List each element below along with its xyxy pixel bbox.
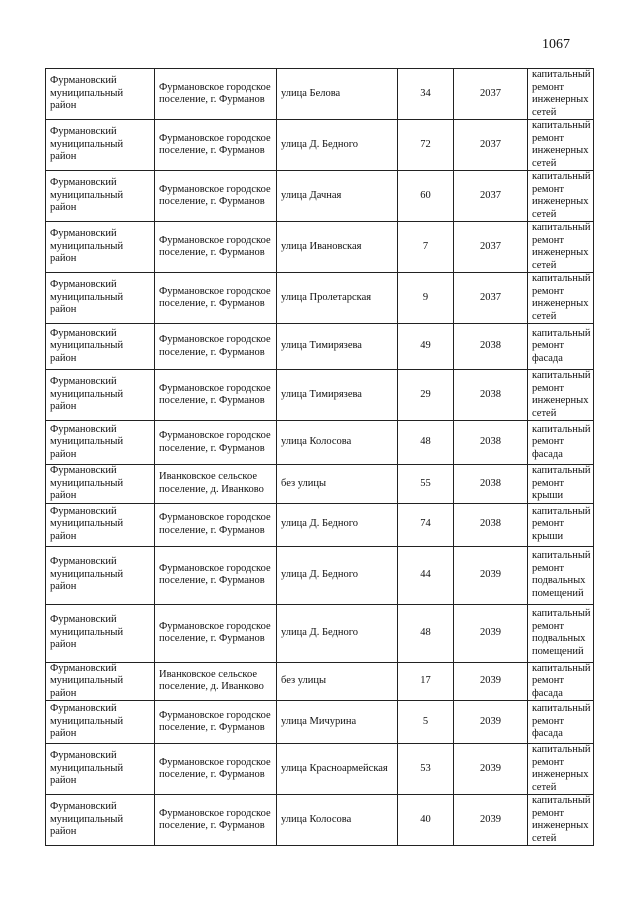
table-row xyxy=(46,69,594,120)
year-cell: 2039 xyxy=(454,744,528,795)
street-cell: улица Колосова xyxy=(277,795,398,846)
house-number-cell: 53 xyxy=(398,744,454,795)
settlement-cell: Фурмановское городское поселение, г. Фурманов xyxy=(155,546,277,604)
district-cell: Фурмановский муниципальный район xyxy=(46,662,155,701)
work-type-cell: капитальный ремонт инженерных сетей xyxy=(528,171,594,222)
district-cell: Фурмановский муниципальный район xyxy=(46,503,155,546)
settlement-cell: Фурмановское городское поселение, г. Фурманов xyxy=(155,604,277,662)
district-cell: Фурмановский муниципальный район xyxy=(46,69,155,120)
house-number-cell: 72 xyxy=(398,120,454,171)
street-cell: улица Д. Бедного xyxy=(277,503,398,546)
table-row xyxy=(46,421,594,465)
settlement-cell: Иванковское сельское поселение, д. Иванково xyxy=(155,465,277,504)
house-number-cell: 48 xyxy=(398,604,454,662)
work-type-cell: капитальный ремонт подвальных помещений xyxy=(528,604,594,662)
work-type-cell: капитальный ремонт фасада xyxy=(528,421,594,465)
settlement-cell: Фурмановское городское поселение, г. Фурманов xyxy=(155,171,277,222)
table-row xyxy=(46,273,594,324)
register-table xyxy=(45,68,594,846)
street-cell: без улицы xyxy=(277,465,398,504)
district-cell: Фурмановский муниципальный район xyxy=(46,744,155,795)
street-cell: улица Тимирязева xyxy=(277,370,398,421)
street-cell: улица Тимирязева xyxy=(277,324,398,370)
district-cell: Фурмановский муниципальный район xyxy=(46,701,155,744)
street-cell: улица Ивановская xyxy=(277,222,398,273)
work-type-cell: капитальный ремонт инженерных сетей xyxy=(528,120,594,171)
settlement-cell: Фурмановское городское поселение, г. Фурманов xyxy=(155,744,277,795)
settlement-cell: Фурмановское городское поселение, г. Фурманов xyxy=(155,69,277,120)
table-row xyxy=(46,744,594,795)
district-cell: Фурмановский муниципальный район xyxy=(46,324,155,370)
work-type-cell: капитальный ремонт подвальных помещений xyxy=(528,546,594,604)
settlement-cell: Фурмановское городское поселение, г. Фурманов xyxy=(155,324,277,370)
settlement-cell: Фурмановское городское поселение, г. Фурманов xyxy=(155,273,277,324)
work-type-cell: капитальный ремонт инженерных сетей xyxy=(528,370,594,421)
table-row xyxy=(46,120,594,171)
district-cell: Фурмановский муниципальный район xyxy=(46,421,155,465)
year-cell: 2039 xyxy=(454,546,528,604)
house-number-cell: 29 xyxy=(398,370,454,421)
table-row xyxy=(46,795,594,846)
year-cell: 2038 xyxy=(454,503,528,546)
street-cell: улица Д. Бедного xyxy=(277,120,398,171)
street-cell: улица Пролетарская xyxy=(277,273,398,324)
work-type-cell: капитальный ремонт крыши xyxy=(528,465,594,504)
district-cell: Фурмановский муниципальный район xyxy=(46,465,155,504)
settlement-cell: Фурмановское городское поселение, г. Фурманов xyxy=(155,222,277,273)
district-cell: Фурмановский муниципальный район xyxy=(46,604,155,662)
district-cell: Фурмановский муниципальный район xyxy=(46,370,155,421)
street-cell: улица Дачная xyxy=(277,171,398,222)
settlement-cell: Фурмановское городское поселение, г. Фурманов xyxy=(155,421,277,465)
house-number-cell: 40 xyxy=(398,795,454,846)
work-type-cell: капитальный ремонт инженерных сетей xyxy=(528,744,594,795)
table-row xyxy=(46,370,594,421)
year-cell: 2038 xyxy=(454,465,528,504)
settlement-cell: Фурмановское городское поселение, г. Фурманов xyxy=(155,370,277,421)
district-cell: Фурмановский муниципальный район xyxy=(46,171,155,222)
table-row xyxy=(46,546,594,604)
house-number-cell: 34 xyxy=(398,69,454,120)
table-row xyxy=(46,662,594,701)
work-type-cell: капитальный ремонт фасада xyxy=(528,701,594,744)
year-cell: 2038 xyxy=(454,324,528,370)
work-type-cell: капитальный ремонт инженерных сетей xyxy=(528,222,594,273)
work-type-cell: капитальный ремонт инженерных сетей xyxy=(528,795,594,846)
house-number-cell: 9 xyxy=(398,273,454,324)
table-row xyxy=(46,324,594,370)
year-cell: 2038 xyxy=(454,421,528,465)
house-number-cell: 7 xyxy=(398,222,454,273)
year-cell: 2038 xyxy=(454,370,528,421)
house-number-cell: 74 xyxy=(398,503,454,546)
settlement-cell: Фурмановское городское поселение, г. Фурманов xyxy=(155,503,277,546)
year-cell: 2037 xyxy=(454,69,528,120)
house-number-cell: 49 xyxy=(398,324,454,370)
year-cell: 2037 xyxy=(454,222,528,273)
street-cell: улица Белова xyxy=(277,69,398,120)
year-cell: 2039 xyxy=(454,604,528,662)
district-cell: Фурмановский муниципальный район xyxy=(46,795,155,846)
table-row xyxy=(46,171,594,222)
district-cell: Фурмановский муниципальный район xyxy=(46,222,155,273)
street-cell: без улицы xyxy=(277,662,398,701)
house-number-cell: 55 xyxy=(398,465,454,504)
work-type-cell: капитальный ремонт фасада xyxy=(528,324,594,370)
house-number-cell: 17 xyxy=(398,662,454,701)
table-row xyxy=(46,701,594,744)
settlement-cell: Фурмановское городское поселение, г. Фурманов xyxy=(155,701,277,744)
table-row xyxy=(46,503,594,546)
year-cell: 2039 xyxy=(454,701,528,744)
district-cell: Фурмановский муниципальный район xyxy=(46,546,155,604)
street-cell: улица Мичурина xyxy=(277,701,398,744)
year-cell: 2039 xyxy=(454,795,528,846)
settlement-cell: Иванковское сельское поселение, д. Иванково xyxy=(155,662,277,701)
table-row xyxy=(46,465,594,504)
year-cell: 2039 xyxy=(454,662,528,701)
district-cell: Фурмановский муниципальный район xyxy=(46,273,155,324)
work-type-cell: капитальный ремонт инженерных сетей xyxy=(528,69,594,120)
table-row xyxy=(46,222,594,273)
settlement-cell: Фурмановское городское поселение, г. Фурманов xyxy=(155,120,277,171)
work-type-cell: капитальный ремонт крыши xyxy=(528,503,594,546)
street-cell: улица Красноармейская xyxy=(277,744,398,795)
page-number: 1067 xyxy=(542,37,570,52)
house-number-cell: 48 xyxy=(398,421,454,465)
district-cell: Фурмановский муниципальный район xyxy=(46,120,155,171)
year-cell: 2037 xyxy=(454,120,528,171)
house-number-cell: 60 xyxy=(398,171,454,222)
table-row xyxy=(46,604,594,662)
street-cell: улица Д. Бедного xyxy=(277,546,398,604)
year-cell: 2037 xyxy=(454,171,528,222)
house-number-cell: 5 xyxy=(398,701,454,744)
house-number-cell: 44 xyxy=(398,546,454,604)
year-cell: 2037 xyxy=(454,273,528,324)
settlement-cell: Фурмановское городское поселение, г. Фурманов xyxy=(155,795,277,846)
work-type-cell: капитальный ремонт инженерных сетей xyxy=(528,273,594,324)
work-type-cell: капитальный ремонт фасада xyxy=(528,662,594,701)
street-cell: улица Колосова xyxy=(277,421,398,465)
street-cell: улица Д. Бедного xyxy=(277,604,398,662)
